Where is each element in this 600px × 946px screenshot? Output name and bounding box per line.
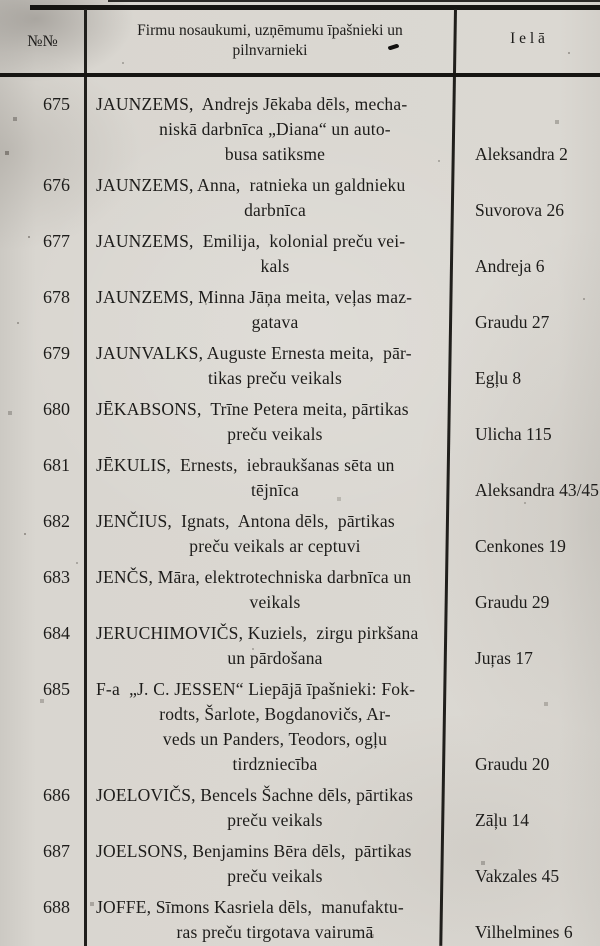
entry-line: JENČS, Māra, elektrotechniska darbnīca un xyxy=(96,567,412,587)
entry-text xyxy=(85,895,462,945)
table-row xyxy=(0,229,600,279)
entry-number: 677 xyxy=(43,231,70,251)
entry-number: 678 xyxy=(43,287,70,307)
table-row xyxy=(0,285,600,335)
table-row xyxy=(0,677,600,777)
entry-text xyxy=(85,453,462,503)
entry-line: tējnīca xyxy=(250,480,300,500)
entry-line: ras preču tirgotava vairumā xyxy=(176,922,374,942)
entry-number: 679 xyxy=(43,343,70,363)
entry-line: JAUNZEMS, Emilija, kolonial preču vei- xyxy=(96,231,406,251)
street-address: Graudu 20 xyxy=(475,754,550,774)
entry-line: preču veikals xyxy=(227,866,323,886)
column-header-number: №№ xyxy=(27,33,58,50)
entry-number: 685 xyxy=(43,679,70,699)
column-header-firm xyxy=(85,17,455,61)
entry-number: 680 xyxy=(43,399,70,419)
street-address: Vilhelmines 6 xyxy=(475,922,573,942)
table-border-top-thin xyxy=(108,0,600,2)
entry-line: JOFFE, Sīmons Kasriela dēls, manufaktu- xyxy=(96,897,404,917)
table-row xyxy=(0,565,600,615)
entry-text xyxy=(85,341,462,391)
entry-text xyxy=(85,173,462,223)
entry-text xyxy=(85,397,462,447)
street-address: Egļu 8 xyxy=(475,368,522,388)
entry-line: veikals xyxy=(249,592,301,612)
entry-line: gatava xyxy=(251,312,299,332)
directory-entries xyxy=(0,92,600,946)
table-row xyxy=(0,453,600,503)
entry-line: tirdzniecība xyxy=(232,754,318,774)
table-row xyxy=(0,173,600,223)
table-row xyxy=(0,341,600,391)
entry-number: 688 xyxy=(43,897,70,917)
entry-text xyxy=(85,565,462,615)
entry-number: 687 xyxy=(43,841,70,861)
column-header-firm-line2: pilnvarnieki xyxy=(232,42,308,59)
table-header xyxy=(0,6,600,72)
street-address: Andreja 6 xyxy=(475,256,545,276)
entry-line: rodts, Šarlote, Bogdanovičs, Ar- xyxy=(159,704,391,724)
entry-line: JAUNZEMS, Andrejs Jēkaba dēls, mecha- xyxy=(96,94,408,114)
street-address: Cenkones 19 xyxy=(475,536,566,556)
entry-line: un pārdošana xyxy=(227,648,323,668)
entry-number: 675 xyxy=(43,94,70,114)
table-row xyxy=(0,92,600,167)
street-address: Graudu 29 xyxy=(475,592,550,612)
table-row xyxy=(0,783,600,833)
entry-line: JENČIUS, Ignats, Antona dēls, pārtikas xyxy=(96,511,395,531)
column-header-firm-line1: Firmu nosaukumi, uzņēmumu īpašnieki un xyxy=(137,22,403,39)
table-row xyxy=(0,895,600,945)
entry-line: JOELOVIČS, Bencels Šachne dēls, pārtikas xyxy=(96,785,414,805)
entry-number: 684 xyxy=(43,623,70,643)
entry-number: 682 xyxy=(43,511,70,531)
entry-text xyxy=(85,509,462,559)
entry-text xyxy=(85,839,462,889)
entry-text xyxy=(85,285,462,335)
entry-number: 681 xyxy=(43,455,70,475)
column-header-street: I e l ā xyxy=(510,30,545,47)
entry-line: JAUNZEMS, Minna Jāņa meita, veļas maz- xyxy=(96,287,413,307)
street-address: Aleksandra 2 xyxy=(475,144,568,164)
street-address: Graudu 27 xyxy=(475,312,550,332)
entry-line: JOELSONS, Benjamins Bēra dēls, pārtikas xyxy=(96,841,412,861)
entry-number: 676 xyxy=(43,175,70,195)
street-address: Juŗas 17 xyxy=(475,648,533,668)
table-row xyxy=(0,621,600,671)
header-separator-line xyxy=(0,73,600,77)
table-row xyxy=(0,509,600,559)
entry-text xyxy=(85,92,462,167)
entry-line: preču veikals xyxy=(227,810,323,830)
street-address: Vakzales 45 xyxy=(475,866,560,886)
table-row xyxy=(0,839,600,889)
entry-line: JERUCHIMOVIČS, Kuziels, zirgu pirkšana xyxy=(96,623,419,643)
entry-line: preču veikals xyxy=(227,424,323,444)
entry-text xyxy=(85,677,462,777)
entry-line: JAUNZEMS, Anna, ratnieka un galdnieku xyxy=(96,175,406,195)
entry-line: JAUNVALKS, Auguste Ernesta meita, pār- xyxy=(96,343,412,363)
entry-line: kals xyxy=(260,256,290,276)
entry-text xyxy=(85,783,462,833)
entry-line: busa satiksme xyxy=(224,144,326,164)
entry-line: JĒKABSONS, Trīne Petera meita, pārtikas xyxy=(96,399,409,419)
entry-number: 686 xyxy=(43,785,70,805)
entry-line: darbnīca xyxy=(244,200,306,220)
entry-line: tikas preču veikals xyxy=(207,368,343,388)
table-row xyxy=(0,397,600,447)
entry-text xyxy=(85,229,462,279)
street-address: Aleksandra 43/45 xyxy=(475,480,599,500)
entry-line: F-a „J. C. JESSEN“ Liepājā īpašnieki: Fok- xyxy=(96,679,416,699)
street-address: Ulicha 115 xyxy=(475,424,552,444)
entry-line: preču veikals ar ceptuvi xyxy=(189,536,361,556)
entry-line: veds un Panders, Teodors, ogļu xyxy=(162,729,388,749)
entry-number: 683 xyxy=(43,567,70,587)
entry-text xyxy=(85,621,462,671)
street-address: Zāļu 14 xyxy=(475,810,529,830)
street-address: Suvorova 26 xyxy=(475,200,564,220)
scan-noise-speckles xyxy=(0,0,2,2)
entry-line: niskā darbnīca „Diana“ un auto- xyxy=(159,119,391,139)
entry-line: JĒKULIS, Ernests, iebraukšanas sēta un xyxy=(96,455,395,475)
